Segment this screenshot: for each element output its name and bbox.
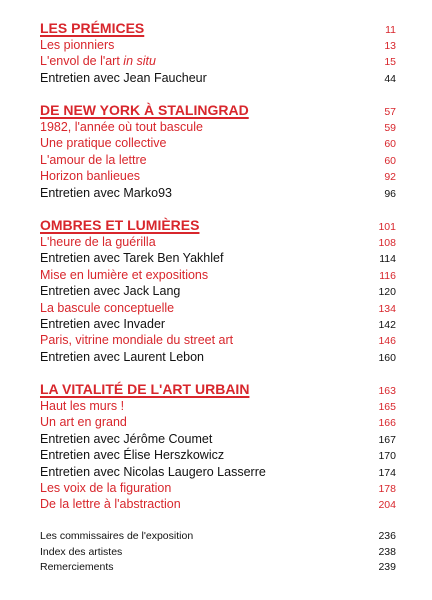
toc-entry [40, 398, 396, 414]
entry-page: 134 [378, 302, 396, 315]
entry-label: Entretien avec Jérôme Coumet [40, 431, 213, 446]
toc-entry [40, 496, 396, 512]
entry-label: Remerciements [40, 561, 114, 573]
toc-entry [40, 545, 396, 561]
toc-entry [40, 267, 396, 283]
entry-page: 170 [378, 450, 396, 463]
toc-entry [40, 234, 396, 250]
entry-page: 59 [384, 122, 396, 134]
section-title: DE NEW YORK À STALINGRAD [40, 102, 249, 118]
toc-entry [40, 447, 396, 463]
entry-label: Index des artistes [40, 545, 123, 558]
toc-entry [40, 560, 396, 576]
entry-page: 165 [378, 401, 396, 413]
toc-entry [40, 349, 396, 365]
toc-entry [40, 480, 396, 496]
section-title: LA VITALITÉ DE L'ART URBAIN [40, 381, 250, 397]
section-page: 163 [378, 385, 396, 397]
toc-entry [40, 414, 396, 430]
entry-label: L'heure de la guérilla [40, 235, 156, 249]
entry-page: 15 [384, 56, 396, 69]
entry-page: 120 [378, 286, 396, 299]
toc-entry [40, 168, 396, 184]
entry-page: 44 [384, 72, 396, 85]
toc-entry [40, 135, 396, 151]
entry-label: Les commissaires de l'exposition [40, 530, 194, 542]
section-de-new-york-a-stalingrad [40, 101, 396, 201]
toc-entry [40, 431, 396, 447]
entry-page: 60 [384, 154, 396, 167]
section-page: 57 [384, 106, 396, 118]
entry-label: La bascule conceptuelle [40, 300, 175, 315]
entry-label: Une pratique collective [40, 136, 167, 151]
entry-label: Paris, vitrine mondiale du street art [40, 333, 234, 348]
entry-page: 239 [378, 561, 396, 573]
section-title: LES PRÉMICES [40, 20, 145, 36]
toc-entry [40, 70, 396, 86]
entry-label: Un art en grand [40, 415, 127, 430]
entry-label: Entretien avec Élise Herszkowicz [40, 448, 225, 463]
toc-entry [40, 53, 396, 69]
entry-page: 60 [384, 138, 396, 151]
toc-entry [40, 250, 396, 266]
toc-entry [40, 300, 396, 316]
entry-label: Haut les murs ! [40, 399, 125, 413]
entry-page: 13 [384, 40, 396, 52]
entry-label: Entretien avec Laurent Lebon [40, 349, 205, 364]
back-matter [40, 529, 396, 576]
toc-entry [40, 332, 396, 348]
toc-entry [40, 119, 396, 135]
entry-page: 167 [378, 433, 396, 446]
entry-label: De la lettre à l'abstraction [40, 497, 181, 512]
entry-page: 178 [378, 482, 396, 495]
entry-page: 166 [378, 417, 396, 430]
entry-page: 204 [378, 499, 396, 512]
entry-page: 116 [379, 269, 396, 282]
entry-page: 160 [378, 351, 396, 364]
entry-label: Entretien avec Nicolas Laugero Lasserre [40, 464, 266, 479]
entry-label: Entretien avec Invader [40, 316, 166, 331]
entry-page: 236 [378, 530, 396, 542]
section-heading [40, 101, 396, 119]
toc-entry [40, 152, 396, 168]
entry-page: 142 [378, 318, 396, 331]
entry-label: Entretien avec Jean Faucheur [40, 70, 207, 85]
section-heading [40, 19, 396, 37]
section-la-vitalite-de-l-art-urbain [40, 380, 396, 513]
section-heading [40, 380, 396, 398]
toc-entry [40, 283, 396, 299]
entry-page: 146 [378, 335, 396, 348]
entry-page: 96 [384, 187, 396, 200]
entry-label: Mise en lumière et expositions [40, 267, 209, 282]
toc-entry [40, 316, 396, 332]
toc-entry [40, 529, 396, 545]
entry-page: 108 [378, 237, 396, 249]
entry-label: Horizon banlieues [40, 169, 141, 184]
entry-page: 114 [379, 253, 396, 266]
section-page: 11 [385, 24, 396, 36]
toc-entry [40, 185, 396, 201]
entry-label: Les voix de la figuration [40, 480, 172, 495]
entry-label: Entretien avec Tarek Ben Yakhlef [40, 251, 224, 266]
entry-label: Entretien avec Marko93 [40, 185, 173, 200]
toc-entry [40, 464, 396, 480]
toc-entry [40, 37, 396, 53]
entry-page: 92 [384, 171, 396, 184]
entry-label: Entretien avec Jack Lang [40, 284, 181, 299]
entry-label: 1982, l'année où tout bascule [40, 120, 203, 134]
section-heading [40, 216, 396, 234]
entry-label: Les pionniers [40, 38, 115, 52]
section-title: OMBRES ET LUMIÈRES [40, 217, 200, 233]
section-les-premices [40, 19, 396, 86]
entry-page: 238 [378, 545, 396, 558]
entry-label: L'envol de l'art in situ [40, 54, 156, 69]
entry-page: 174 [378, 466, 396, 479]
section-page: 101 [378, 221, 396, 233]
entry-label: L'amour de la lettre [40, 152, 147, 167]
section-ombres-et-lumieres [40, 216, 396, 365]
